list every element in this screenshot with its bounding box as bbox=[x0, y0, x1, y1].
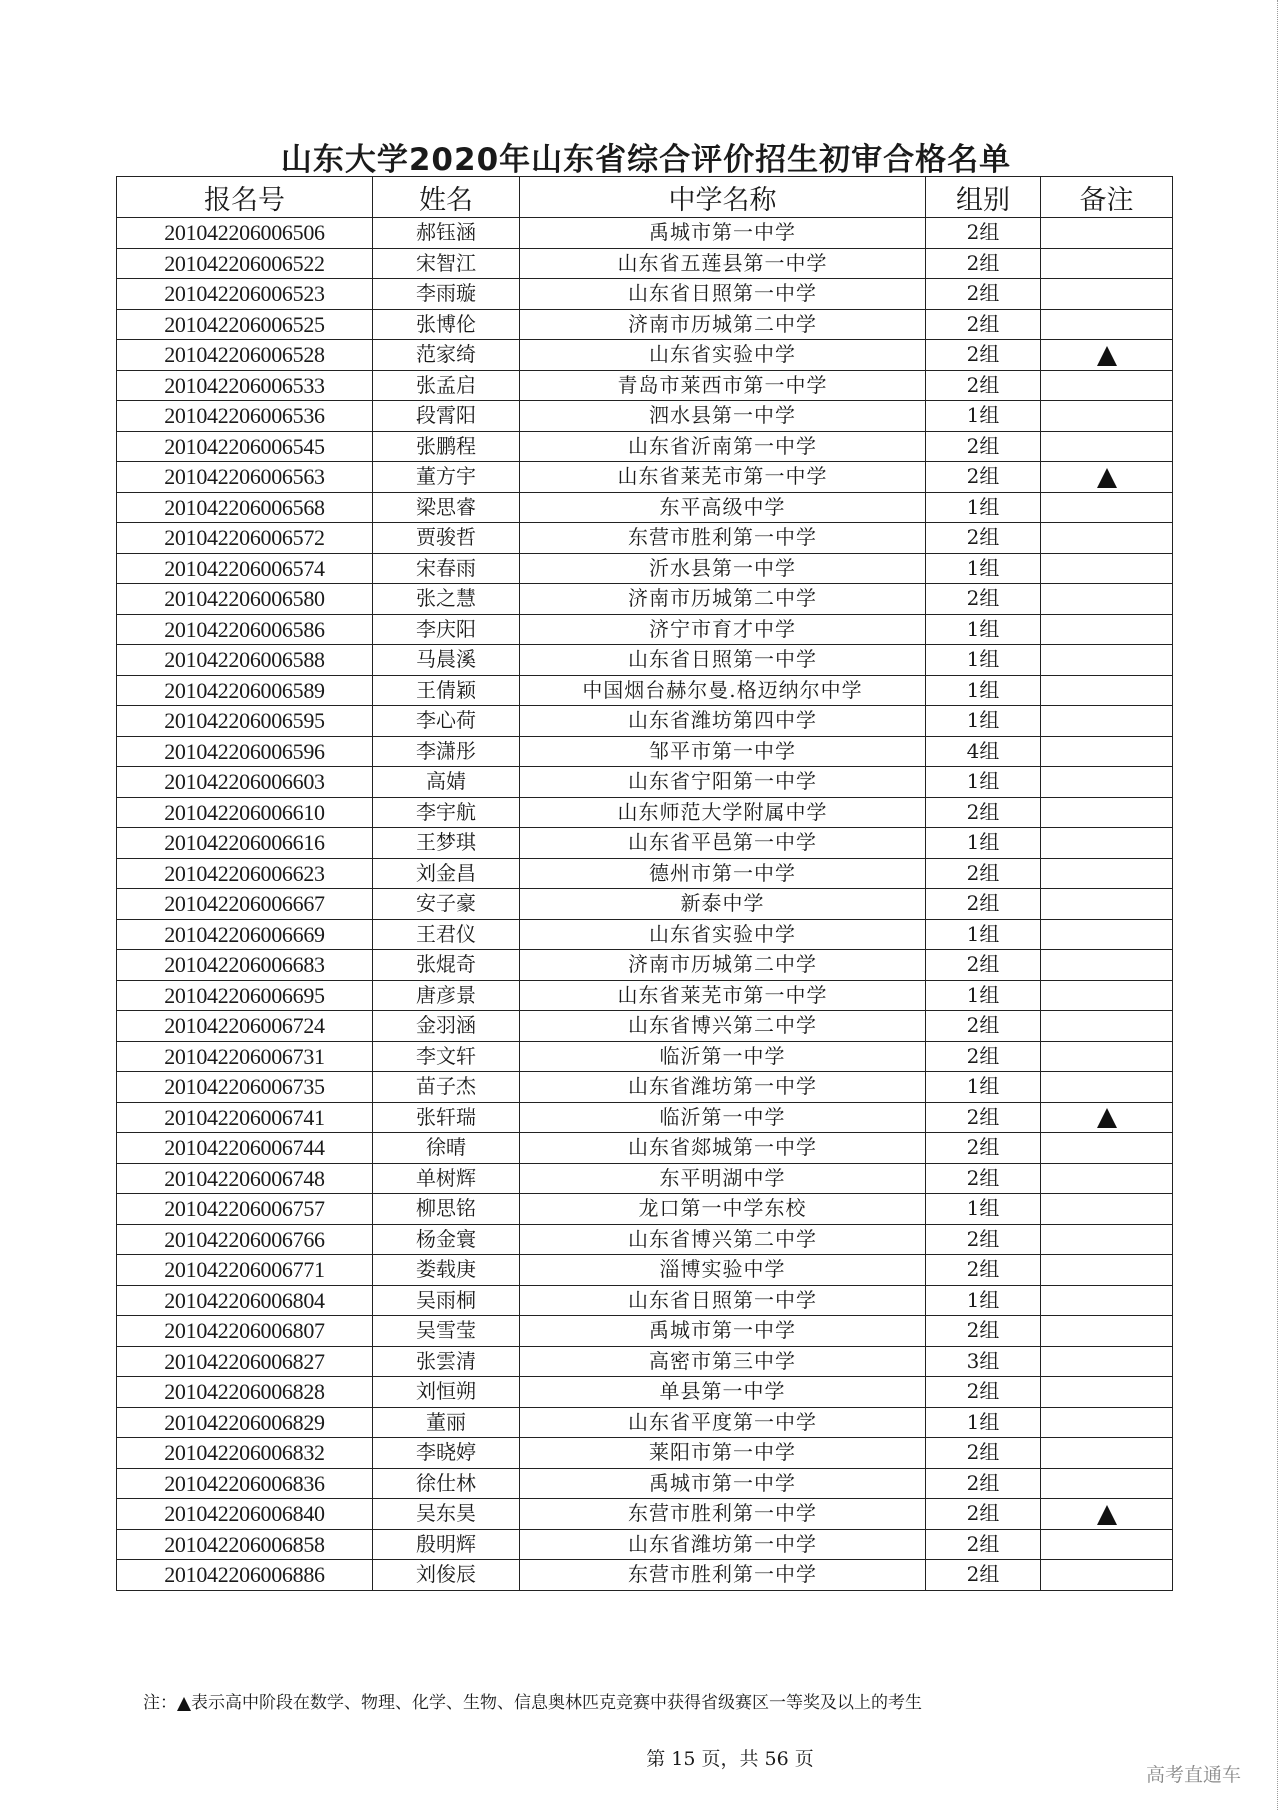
student-name-cell: 郝钰涵 bbox=[373, 218, 520, 249]
student-name-cell: 张之慧 bbox=[373, 584, 520, 615]
school-name-cell: 山东省日照第一中学 bbox=[520, 645, 926, 676]
student-name-cell: 张雲清 bbox=[373, 1346, 520, 1377]
header-name: 姓名 bbox=[373, 177, 520, 218]
school-name-cell: 临沂第一中学 bbox=[520, 1102, 926, 1133]
triangle-icon bbox=[177, 1697, 191, 1711]
table-row bbox=[117, 919, 1173, 950]
registration-no-cell: 201042206006595 bbox=[117, 706, 373, 737]
remark-cell bbox=[1041, 431, 1173, 462]
registration-no-cell: 201042206006695 bbox=[117, 980, 373, 1011]
student-name-cell: 马晨溪 bbox=[373, 645, 520, 676]
table-row bbox=[117, 706, 1173, 737]
triangle-icon bbox=[1097, 468, 1117, 488]
group-cell: 1组 bbox=[926, 980, 1041, 1011]
remark-cell bbox=[1041, 462, 1173, 493]
group-cell: 1组 bbox=[926, 553, 1041, 584]
school-name-cell: 单县第一中学 bbox=[520, 1377, 926, 1408]
registration-no-cell: 201042206006596 bbox=[117, 736, 373, 767]
table-row bbox=[117, 1529, 1173, 1560]
registration-no-cell: 201042206006724 bbox=[117, 1011, 373, 1042]
school-name-cell: 泗水县第一中学 bbox=[520, 401, 926, 432]
table-row bbox=[117, 1194, 1173, 1225]
school-name-cell: 山东省莱芜市第一中学 bbox=[520, 462, 926, 493]
table-row bbox=[117, 675, 1173, 706]
school-name-cell: 淄博实验中学 bbox=[520, 1255, 926, 1286]
student-name-cell: 王倩颖 bbox=[373, 675, 520, 706]
remark-cell bbox=[1041, 401, 1173, 432]
table-row bbox=[117, 1224, 1173, 1255]
remark-cell bbox=[1041, 492, 1173, 523]
group-cell: 2组 bbox=[926, 1468, 1041, 1499]
remark-cell bbox=[1041, 553, 1173, 584]
table-row bbox=[117, 462, 1173, 493]
table-row bbox=[117, 1072, 1173, 1103]
table-header-row bbox=[117, 177, 1173, 218]
registration-no-cell: 201042206006807 bbox=[117, 1316, 373, 1347]
triangle-icon bbox=[1097, 1505, 1117, 1525]
footnote-text: 表示高中阶段在数学、物理、化学、生物、信息奥林匹克竞赛中获得省级赛区一等奖及以上的考生 bbox=[191, 1693, 922, 1713]
student-name-cell: 张孟启 bbox=[373, 370, 520, 401]
school-name-cell: 东平明湖中学 bbox=[520, 1163, 926, 1194]
registration-no-cell: 201042206006589 bbox=[117, 675, 373, 706]
registration-no-cell: 201042206006886 bbox=[117, 1560, 373, 1591]
table-row bbox=[117, 828, 1173, 859]
registration-no-cell: 201042206006828 bbox=[117, 1377, 373, 1408]
student-name-cell: 张鹏程 bbox=[373, 431, 520, 462]
registration-no-cell: 201042206006545 bbox=[117, 431, 373, 462]
registration-no-cell: 201042206006836 bbox=[117, 1468, 373, 1499]
page-edge bbox=[1276, 0, 1278, 1810]
registration-no-cell: 201042206006731 bbox=[117, 1041, 373, 1072]
registration-no-cell: 201042206006525 bbox=[117, 309, 373, 340]
student-name-cell: 李晓婷 bbox=[373, 1438, 520, 1469]
group-cell: 2组 bbox=[926, 1377, 1041, 1408]
table-row bbox=[117, 279, 1173, 310]
group-cell: 2组 bbox=[926, 1529, 1041, 1560]
registration-no-cell: 201042206006669 bbox=[117, 919, 373, 950]
remark-cell bbox=[1041, 1133, 1173, 1164]
group-cell: 2组 bbox=[926, 1041, 1041, 1072]
remark-cell bbox=[1041, 523, 1173, 554]
remark-cell bbox=[1041, 309, 1173, 340]
school-name-cell: 禹城市第一中学 bbox=[520, 218, 926, 249]
remark-cell bbox=[1041, 1102, 1173, 1133]
group-cell: 1组 bbox=[926, 706, 1041, 737]
remark-cell bbox=[1041, 1346, 1173, 1377]
group-cell: 2组 bbox=[926, 584, 1041, 615]
registration-no-cell: 201042206006533 bbox=[117, 370, 373, 401]
group-cell: 1组 bbox=[926, 492, 1041, 523]
group-cell: 2组 bbox=[926, 218, 1041, 249]
student-name-cell: 娄载庚 bbox=[373, 1255, 520, 1286]
student-name-cell: 张焜奇 bbox=[373, 950, 520, 981]
group-cell: 1组 bbox=[926, 1194, 1041, 1225]
student-name-cell: 李庆阳 bbox=[373, 614, 520, 645]
registration-no-cell: 201042206006536 bbox=[117, 401, 373, 432]
registration-no-cell: 201042206006616 bbox=[117, 828, 373, 859]
school-name-cell: 山东省潍坊第一中学 bbox=[520, 1072, 926, 1103]
remark-cell bbox=[1041, 950, 1173, 981]
remark-cell bbox=[1041, 1041, 1173, 1072]
registration-no-cell: 201042206006735 bbox=[117, 1072, 373, 1103]
student-name-cell: 李潇彤 bbox=[373, 736, 520, 767]
school-name-cell: 青岛市莱西市第一中学 bbox=[520, 370, 926, 401]
school-name-cell: 济南市历城第二中学 bbox=[520, 309, 926, 340]
student-name-cell: 李雨璇 bbox=[373, 279, 520, 310]
group-cell: 1组 bbox=[926, 401, 1041, 432]
school-name-cell: 山东省平度第一中学 bbox=[520, 1407, 926, 1438]
student-name-cell: 梁思睿 bbox=[373, 492, 520, 523]
remark-cell bbox=[1041, 1163, 1173, 1194]
table-row bbox=[117, 370, 1173, 401]
remark-cell bbox=[1041, 1255, 1173, 1286]
document-title: 山东大学2020年山东省综合评价招生初审合格名单 bbox=[280, 142, 1012, 178]
registration-no-cell: 201042206006603 bbox=[117, 767, 373, 798]
group-cell: 2组 bbox=[926, 1255, 1041, 1286]
registration-no-cell: 201042206006829 bbox=[117, 1407, 373, 1438]
group-cell: 1组 bbox=[926, 767, 1041, 798]
remark-cell bbox=[1041, 340, 1173, 371]
table-row bbox=[117, 248, 1173, 279]
group-cell: 2组 bbox=[926, 889, 1041, 920]
table-row bbox=[117, 1377, 1173, 1408]
school-name-cell: 山东省莱芜市第一中学 bbox=[520, 980, 926, 1011]
registration-no-cell: 201042206006506 bbox=[117, 218, 373, 249]
table-row bbox=[117, 1102, 1173, 1133]
remark-cell bbox=[1041, 706, 1173, 737]
school-name-cell: 东营市胜利第一中学 bbox=[520, 1560, 926, 1591]
group-cell: 2组 bbox=[926, 1163, 1041, 1194]
group-cell: 2组 bbox=[926, 309, 1041, 340]
registration-no-cell: 201042206006766 bbox=[117, 1224, 373, 1255]
footnote-prefix: 注： bbox=[143, 1693, 177, 1713]
remark-cell bbox=[1041, 1316, 1173, 1347]
group-cell: 2组 bbox=[926, 1316, 1041, 1347]
remark-cell bbox=[1041, 1011, 1173, 1042]
remark-cell bbox=[1041, 614, 1173, 645]
school-name-cell: 山东省博兴第二中学 bbox=[520, 1011, 926, 1042]
school-name-cell: 东营市胜利第一中学 bbox=[520, 1499, 926, 1530]
table-row bbox=[117, 1041, 1173, 1072]
student-name-cell: 单树辉 bbox=[373, 1163, 520, 1194]
remark-cell bbox=[1041, 218, 1173, 249]
school-name-cell: 山东省实验中学 bbox=[520, 919, 926, 950]
header-remark: 备注 bbox=[1041, 177, 1173, 218]
student-name-cell: 宋春雨 bbox=[373, 553, 520, 584]
table-row bbox=[117, 950, 1173, 981]
school-name-cell: 新泰中学 bbox=[520, 889, 926, 920]
remark-cell bbox=[1041, 1407, 1173, 1438]
student-name-cell: 贾骏哲 bbox=[373, 523, 520, 554]
remark-cell bbox=[1041, 919, 1173, 950]
group-cell: 2组 bbox=[926, 370, 1041, 401]
registration-no-cell: 201042206006840 bbox=[117, 1499, 373, 1530]
student-name-cell: 殷明辉 bbox=[373, 1529, 520, 1560]
registration-no-cell: 201042206006574 bbox=[117, 553, 373, 584]
remark-cell bbox=[1041, 828, 1173, 859]
student-name-cell: 范家绮 bbox=[373, 340, 520, 371]
remark-cell bbox=[1041, 736, 1173, 767]
school-name-cell: 东平高级中学 bbox=[520, 492, 926, 523]
school-name-cell: 禹城市第一中学 bbox=[520, 1468, 926, 1499]
page-number: 第 15 页，共 56 页 bbox=[646, 1748, 814, 1770]
group-cell: 2组 bbox=[926, 340, 1041, 371]
remark-cell bbox=[1041, 858, 1173, 889]
student-name-cell: 李文轩 bbox=[373, 1041, 520, 1072]
table-row bbox=[117, 1407, 1173, 1438]
group-cell: 1组 bbox=[926, 828, 1041, 859]
table-row bbox=[117, 1316, 1173, 1347]
table-row bbox=[117, 1163, 1173, 1194]
group-cell: 2组 bbox=[926, 1499, 1041, 1530]
group-cell: 2组 bbox=[926, 279, 1041, 310]
remark-cell bbox=[1041, 767, 1173, 798]
school-name-cell: 山东省平邑第一中学 bbox=[520, 828, 926, 859]
footnote bbox=[143, 1688, 922, 1713]
remark-cell bbox=[1041, 279, 1173, 310]
school-name-cell: 禹城市第一中学 bbox=[520, 1316, 926, 1347]
school-name-cell: 邹平市第一中学 bbox=[520, 736, 926, 767]
school-name-cell: 临沂第一中学 bbox=[520, 1041, 926, 1072]
school-name-cell: 山东省郯城第一中学 bbox=[520, 1133, 926, 1164]
group-cell: 1组 bbox=[926, 675, 1041, 706]
table-row bbox=[117, 1560, 1173, 1591]
registration-no-cell: 201042206006667 bbox=[117, 889, 373, 920]
group-cell: 1组 bbox=[926, 1407, 1041, 1438]
table-row bbox=[117, 767, 1173, 798]
table-row bbox=[117, 1499, 1173, 1530]
table-row bbox=[117, 1468, 1173, 1499]
school-name-cell: 高密市第三中学 bbox=[520, 1346, 926, 1377]
school-name-cell: 莱阳市第一中学 bbox=[520, 1438, 926, 1469]
group-cell: 4组 bbox=[926, 736, 1041, 767]
school-name-cell: 中国烟台赫尔曼.格迈纳尔中学 bbox=[520, 675, 926, 706]
registration-no-cell: 201042206006523 bbox=[117, 279, 373, 310]
student-name-cell: 刘金昌 bbox=[373, 858, 520, 889]
school-name-cell: 济南市历城第二中学 bbox=[520, 950, 926, 981]
table-row bbox=[117, 645, 1173, 676]
school-name-cell: 济宁市育才中学 bbox=[520, 614, 926, 645]
registration-no-cell: 201042206006586 bbox=[117, 614, 373, 645]
student-name-cell: 吴雨桐 bbox=[373, 1285, 520, 1316]
remark-cell bbox=[1041, 1224, 1173, 1255]
school-name-cell: 山东省宁阳第一中学 bbox=[520, 767, 926, 798]
table-row bbox=[117, 980, 1173, 1011]
remark-cell bbox=[1041, 889, 1173, 920]
student-name-cell: 董方宇 bbox=[373, 462, 520, 493]
table-row bbox=[117, 523, 1173, 554]
table-row bbox=[117, 797, 1173, 828]
header-school: 中学名称 bbox=[520, 177, 926, 218]
student-name-cell: 金羽涵 bbox=[373, 1011, 520, 1042]
remark-cell bbox=[1041, 675, 1173, 706]
registration-no-cell: 201042206006563 bbox=[117, 462, 373, 493]
group-cell: 2组 bbox=[926, 462, 1041, 493]
student-name-cell: 高婧 bbox=[373, 767, 520, 798]
table-row bbox=[117, 218, 1173, 249]
registration-no-cell: 201042206006580 bbox=[117, 584, 373, 615]
header-group: 组别 bbox=[926, 177, 1041, 218]
remark-cell bbox=[1041, 1285, 1173, 1316]
group-cell: 1组 bbox=[926, 645, 1041, 676]
registration-no-cell: 201042206006858 bbox=[117, 1529, 373, 1560]
remark-cell bbox=[1041, 1468, 1173, 1499]
group-cell: 2组 bbox=[926, 797, 1041, 828]
student-name-cell: 刘俊辰 bbox=[373, 1560, 520, 1591]
student-name-cell: 段霄阳 bbox=[373, 401, 520, 432]
registration-no-cell: 201042206006623 bbox=[117, 858, 373, 889]
registration-no-cell: 201042206006757 bbox=[117, 1194, 373, 1225]
group-cell: 1组 bbox=[926, 1285, 1041, 1316]
registration-no-cell: 201042206006588 bbox=[117, 645, 373, 676]
student-name-cell: 杨金寰 bbox=[373, 1224, 520, 1255]
school-name-cell: 山东省实验中学 bbox=[520, 340, 926, 371]
group-cell: 1组 bbox=[926, 614, 1041, 645]
school-name-cell: 山东省博兴第二中学 bbox=[520, 1224, 926, 1255]
table-row bbox=[117, 309, 1173, 340]
student-name-cell: 张轩瑞 bbox=[373, 1102, 520, 1133]
triangle-icon bbox=[1097, 346, 1117, 366]
table-row bbox=[117, 858, 1173, 889]
student-name-cell: 徐晴 bbox=[373, 1133, 520, 1164]
table-row bbox=[117, 736, 1173, 767]
student-name-cell: 张博伦 bbox=[373, 309, 520, 340]
remark-cell bbox=[1041, 1499, 1173, 1530]
student-name-cell: 王君仪 bbox=[373, 919, 520, 950]
group-cell: 1组 bbox=[926, 1072, 1041, 1103]
group-cell: 2组 bbox=[926, 1011, 1041, 1042]
table-row bbox=[117, 1011, 1173, 1042]
school-name-cell: 山东省潍坊第四中学 bbox=[520, 706, 926, 737]
registration-no-cell: 201042206006744 bbox=[117, 1133, 373, 1164]
school-name-cell: 山东省潍坊第一中学 bbox=[520, 1529, 926, 1560]
table-row bbox=[117, 1346, 1173, 1377]
table-row bbox=[117, 1255, 1173, 1286]
school-name-cell: 山东省五莲县第一中学 bbox=[520, 248, 926, 279]
table-row bbox=[117, 340, 1173, 371]
registration-no-cell: 201042206006610 bbox=[117, 797, 373, 828]
remark-cell bbox=[1041, 584, 1173, 615]
group-cell: 2组 bbox=[926, 431, 1041, 462]
group-cell: 2组 bbox=[926, 248, 1041, 279]
group-cell: 2组 bbox=[926, 523, 1041, 554]
table-row bbox=[117, 553, 1173, 584]
group-cell: 2组 bbox=[926, 1560, 1041, 1591]
group-cell: 2组 bbox=[926, 950, 1041, 981]
header-registration-no: 报名号 bbox=[117, 177, 373, 218]
remark-cell bbox=[1041, 1438, 1173, 1469]
registration-no-cell: 201042206006832 bbox=[117, 1438, 373, 1469]
school-name-cell: 山东省日照第一中学 bbox=[520, 1285, 926, 1316]
school-name-cell: 东营市胜利第一中学 bbox=[520, 523, 926, 554]
group-cell: 2组 bbox=[926, 1438, 1041, 1469]
registration-no-cell: 201042206006804 bbox=[117, 1285, 373, 1316]
student-name-cell: 王梦琪 bbox=[373, 828, 520, 859]
student-name-cell: 唐彦景 bbox=[373, 980, 520, 1011]
school-name-cell: 山东省日照第一中学 bbox=[520, 279, 926, 310]
table-row bbox=[117, 492, 1173, 523]
student-name-cell: 柳思铭 bbox=[373, 1194, 520, 1225]
group-cell: 2组 bbox=[926, 1102, 1041, 1133]
remark-cell bbox=[1041, 645, 1173, 676]
school-name-cell: 德州市第一中学 bbox=[520, 858, 926, 889]
table-row bbox=[117, 401, 1173, 432]
school-name-cell: 济南市历城第二中学 bbox=[520, 584, 926, 615]
watermark: 高考直通车 bbox=[1146, 1764, 1242, 1786]
registration-no-cell: 201042206006741 bbox=[117, 1102, 373, 1133]
table-row bbox=[117, 584, 1173, 615]
registration-no-cell: 201042206006568 bbox=[117, 492, 373, 523]
student-name-cell: 吴东昊 bbox=[373, 1499, 520, 1530]
registration-no-cell: 201042206006528 bbox=[117, 340, 373, 371]
table-row bbox=[117, 431, 1173, 462]
table-row bbox=[117, 1438, 1173, 1469]
table-row bbox=[117, 614, 1173, 645]
remark-cell bbox=[1041, 1072, 1173, 1103]
registration-no-cell: 201042206006771 bbox=[117, 1255, 373, 1286]
remark-cell bbox=[1041, 980, 1173, 1011]
registration-no-cell: 201042206006522 bbox=[117, 248, 373, 279]
student-name-cell: 李心荷 bbox=[373, 706, 520, 737]
student-name-cell: 安子豪 bbox=[373, 889, 520, 920]
group-cell: 3组 bbox=[926, 1346, 1041, 1377]
remark-cell bbox=[1041, 370, 1173, 401]
student-name-cell: 刘恒朔 bbox=[373, 1377, 520, 1408]
admission-table bbox=[116, 176, 1173, 1591]
remark-cell bbox=[1041, 1377, 1173, 1408]
registration-no-cell: 201042206006827 bbox=[117, 1346, 373, 1377]
registration-no-cell: 201042206006683 bbox=[117, 950, 373, 981]
school-name-cell: 沂水县第一中学 bbox=[520, 553, 926, 584]
table-row bbox=[117, 1133, 1173, 1164]
table-row bbox=[117, 1285, 1173, 1316]
student-name-cell: 吴雪莹 bbox=[373, 1316, 520, 1347]
registration-no-cell: 201042206006748 bbox=[117, 1163, 373, 1194]
remark-cell bbox=[1041, 1529, 1173, 1560]
table-row bbox=[117, 889, 1173, 920]
school-name-cell: 山东师范大学附属中学 bbox=[520, 797, 926, 828]
student-name-cell: 徐仕林 bbox=[373, 1468, 520, 1499]
school-name-cell: 龙口第一中学东校 bbox=[520, 1194, 926, 1225]
student-name-cell: 董丽 bbox=[373, 1407, 520, 1438]
student-name-cell: 苗子杰 bbox=[373, 1072, 520, 1103]
group-cell: 1组 bbox=[926, 919, 1041, 950]
group-cell: 2组 bbox=[926, 1133, 1041, 1164]
group-cell: 2组 bbox=[926, 1224, 1041, 1255]
student-name-cell: 李宇航 bbox=[373, 797, 520, 828]
remark-cell bbox=[1041, 1194, 1173, 1225]
remark-cell bbox=[1041, 248, 1173, 279]
remark-cell bbox=[1041, 1560, 1173, 1591]
triangle-icon bbox=[1097, 1108, 1117, 1128]
student-name-cell: 宋智江 bbox=[373, 248, 520, 279]
group-cell: 2组 bbox=[926, 858, 1041, 889]
registration-no-cell: 201042206006572 bbox=[117, 523, 373, 554]
school-name-cell: 山东省沂南第一中学 bbox=[520, 431, 926, 462]
remark-cell bbox=[1041, 797, 1173, 828]
